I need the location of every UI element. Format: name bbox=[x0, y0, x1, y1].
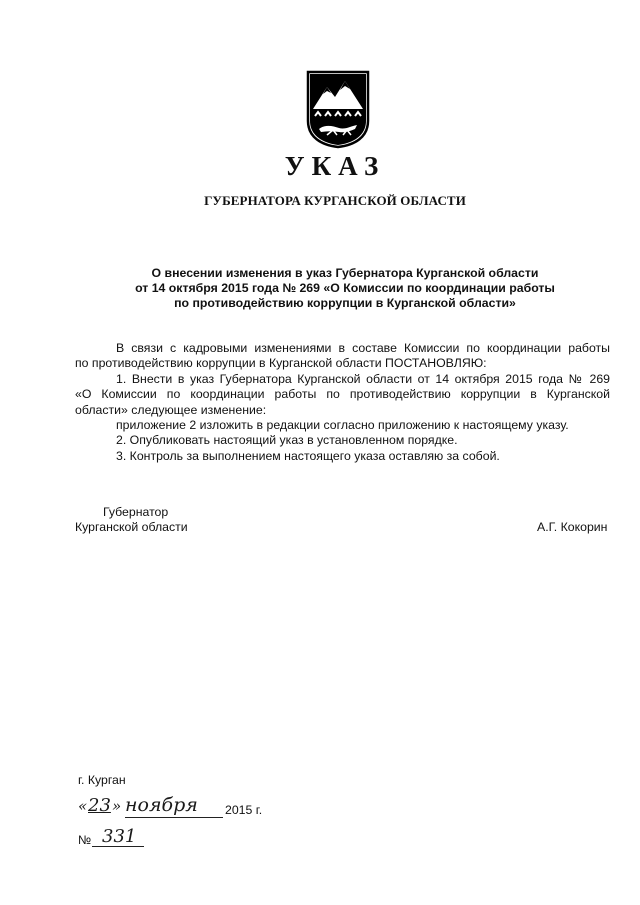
signatory-name: А.Г. Кокорин bbox=[537, 520, 608, 534]
issue-date bbox=[78, 794, 298, 821]
signatory-position-line: Губернатор bbox=[103, 505, 169, 519]
body-paragraph-line: В связи с кадровыми изменениями в составе Комиссии по координации работы bbox=[116, 341, 610, 355]
item-3: 3. Контроль за выполнением настоящего указа оставляю за собой. bbox=[116, 448, 500, 463]
body-paragraph-line: по противодействию коррупции в Курганской области ПОСТАНОВЛЯЮ: bbox=[75, 356, 487, 371]
item-1-line: приложение 2 изложить в редакции согласно приложению к настоящему указу. bbox=[116, 418, 569, 433]
number-value: 331 bbox=[102, 826, 137, 847]
document-heading bbox=[70, 266, 620, 311]
date-open-quote: « bbox=[78, 797, 88, 815]
heading-line: по противодействию коррупции в Курганской области» bbox=[174, 296, 516, 310]
item-1-line: «О Комиссии по координации работы по противодействию коррупции в Курганской bbox=[75, 387, 610, 402]
document-title: УКАЗ bbox=[284, 151, 386, 181]
item-2: 2. Опубликовать настоящий указ в установленном порядке. bbox=[116, 433, 458, 448]
signatory-position-line: Курганской области bbox=[75, 520, 188, 535]
document-body bbox=[75, 341, 610, 464]
date-underline bbox=[125, 817, 223, 818]
signatory-position bbox=[75, 505, 188, 536]
item-1-line: 1. Внести в указ Губернатора Курганской области от 14 октября 2015 года № 269 bbox=[116, 371, 610, 386]
document-issuer: ГУБЕРНАТОРА КУРГАНСКОЙ ОБЛАСТИ bbox=[204, 193, 466, 208]
item-1-line: области» следующее изменение: bbox=[75, 402, 267, 417]
number-underline bbox=[92, 846, 144, 847]
heading-line: от 14 октября 2015 года № 269 «О Комиссии по координации работы bbox=[135, 281, 555, 295]
coat-of-arms-emblem bbox=[305, 69, 371, 149]
date-year: 2015 г. bbox=[225, 803, 263, 817]
number-label: № bbox=[78, 833, 92, 847]
place-of-issue: г. Курган bbox=[78, 773, 126, 787]
date-month: ноября bbox=[125, 794, 198, 816]
date-close-quote: » bbox=[112, 797, 122, 815]
date-day: 23 bbox=[88, 795, 111, 816]
document-number bbox=[78, 828, 178, 850]
heading-line: О внесении изменения в указ Губернатора Курганской области bbox=[151, 266, 539, 280]
